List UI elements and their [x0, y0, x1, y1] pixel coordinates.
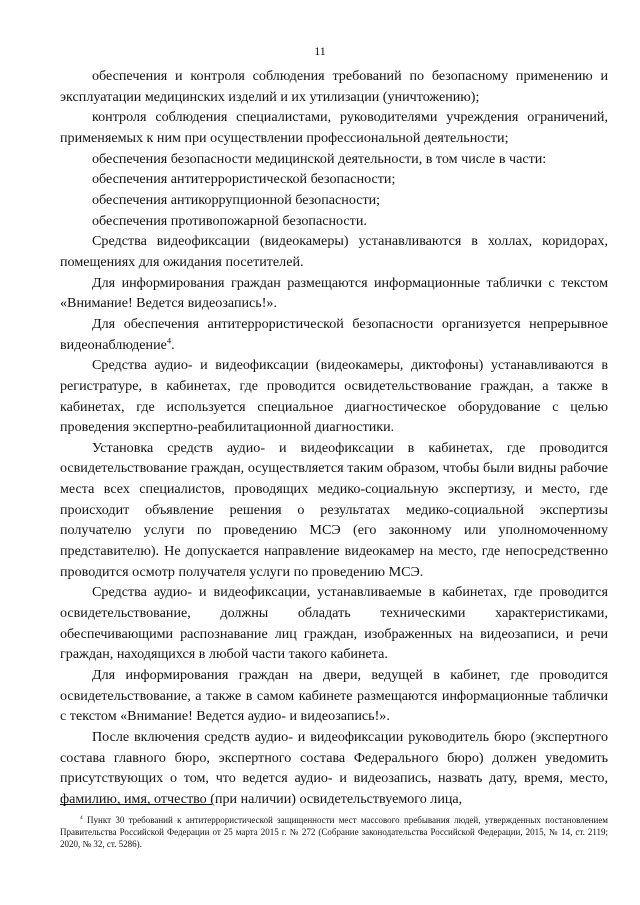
paragraph: Установка средств аудио- и видеофиксации в кабинетах, где проводится освидетельствование граждан, осуществляется таким образом, чтобы были видны рабочие места всех специалистов, проводящих медико-социальную экспертизу, и место, где происходит объявление решения о результатах медико-социальной экспертизы получателю услуги по проведению МСЭ (его законному или уполномоченному представителю). Не допускается направление видеокамер на место, где непосредственно проводится осмотр получателя услуги по проведению МСЭ. [60, 439, 608, 580]
paragraph: обеспечения антикоррупционной безопасности; [92, 191, 381, 208]
paragraph-text: Для обеспечения антитеррористической безопасности организуется непрерывное видеонаблюдение [60, 315, 608, 353]
footnote-text: Пункт 30 требований к антитеррористической защищенности мест массового пребывания людей, утвержденных постановлением Правительства Российской Федерации от 25 марта 2015 г. № 272 (Собрание законодательства Российской Федерации, 2015, № 14, ст. 2119; 2020, № 32, ст. 5286). [60, 815, 609, 849]
paragraph-period: . [171, 336, 175, 353]
paragraph: обеспечения антитеррористической безопасности; [92, 171, 396, 188]
paragraph: Средства аудио- и видеофиксации, устанавливаемые в кабинетах, где проводится освидетельствование, должны обладать техническими характеристиками, обеспечивающими распознавание лиц граждан, изображенных на видеозаписи, и речи граждан, находящихся в любой части такого кабинета. [60, 584, 608, 663]
paragraph: обеспечения противопожарной безопасности. [92, 212, 367, 229]
paragraph: Средства аудио- и видеофиксации (видеокамеры, диктофоны) устанавливаются в регистратуре, в кабинетах, где проводится освидетельствование граждан, а также в кабинетах, где используется специальное диагностическое оборудование с целью проведения экспертно-реабилитационной диагностики. [60, 357, 608, 436]
footnote-ref[interactable]: 4 [166, 334, 172, 345]
paragraph: обеспечения и контроля соблюдения требований по безопасному применению и эксплуатации медицинских изделий и их утилизации (уничтожению); [60, 68, 608, 105]
paragraph: После включения средств аудио- и видеофиксации руководитель бюро (экспертного состава главного бюро, экспертного состава Федерального бюро) должен уведомить присутствующих о том, что ведется аудио- и видеозапись, назвать дату, время, место, фамилию, имя, отчество (при наличии) освидетельствуемого лица, [60, 729, 608, 807]
paragraph: контроля соблюдения специалистами, руководителями учреждения ограничений, применяемых к ним при осуществлении профессиональной деятельности; [60, 109, 608, 146]
footnote-marker: 4 [80, 815, 83, 821]
paragraph: Средства видеофиксации (видеокамеры) устанавливаются в холлах, коридорах, помещениях для ожидания посетителей. [60, 233, 608, 270]
paragraph: Для информирования граждан размещаются информационные таблички с текстом «Внимание! Ведется видеозапись!». [60, 274, 608, 312]
page-number: 11 [314, 44, 326, 58]
footnote-divider [60, 804, 212, 805]
body-text [60, 66, 608, 810]
paragraph: обеспечения безопасности медицинской деятельности, в том числе в части: [92, 150, 547, 167]
paragraph [60, 314, 608, 355]
footnote [60, 814, 608, 850]
paragraph: Для информирования граждан на двери, ведущей в кабинет, где проводится освидетельствование, а также в самом кабинете размещаются информационные таблички с текстом «Внимание! Ведется аудио- и видеозапись!». [60, 667, 608, 725]
